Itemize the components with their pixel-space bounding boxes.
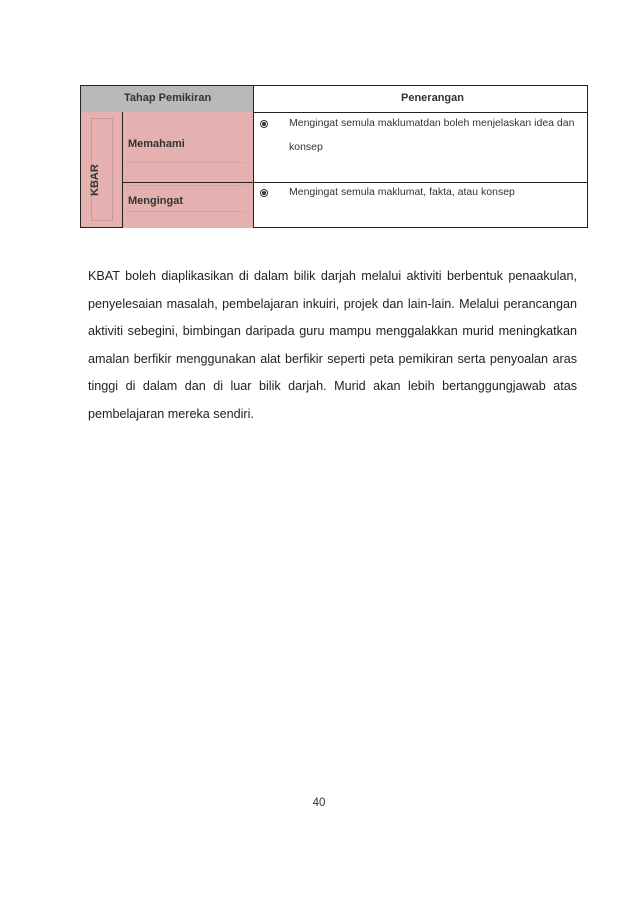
group-label-cell: [81, 112, 123, 227]
stage-label: Memahami: [128, 138, 185, 150]
bullet-icon: [260, 120, 268, 128]
table-header-description: [254, 86, 587, 113]
description-text: Mengingat semula maklumatdan boleh menjelaskan idea dan konsep: [289, 117, 575, 153]
cell-divider-line: [126, 185, 245, 186]
group-label: KBAR: [89, 164, 101, 196]
bullet-icon: [260, 189, 268, 197]
cell-divider-line: [126, 162, 245, 163]
page-number: 40: [312, 797, 326, 809]
stage-cell-mengingat: [123, 183, 254, 228]
body-paragraph: KBAT boleh diaplikasikan di dalam bilik darjah melalui aktiviti berbentuk penaakulan, penyelesaian masalah, pembelajaran inkuiri, projek dan lain-lain. Melalui perancangan aktiviti sebegini, bimbingan daripada guru mampu menggalakkan murid meningkatkan amalan berfikir menggunakan alat berfikir seperti peta pemikiran serta penyoalan aras tinggi di dalam dan di luar bilik darjah. Murid akan lebih bertanggungjawab atas pembelajaran mereka sendiri.: [88, 269, 577, 421]
header-stage-label: Tahap Pemikiran: [124, 92, 212, 104]
table-header-stage: [81, 86, 254, 113]
stage-label: Mengingat: [128, 195, 183, 207]
stage-cell-memahami: [123, 112, 254, 183]
cell-divider-line: [126, 211, 245, 212]
header-description-label: Penerangan: [401, 92, 464, 104]
description-cell: [254, 183, 587, 228]
description-text: Mengingat semula maklumat, fakta, atau konsep: [289, 186, 515, 198]
thinking-levels-table: [80, 85, 588, 228]
description-cell: [254, 112, 587, 183]
